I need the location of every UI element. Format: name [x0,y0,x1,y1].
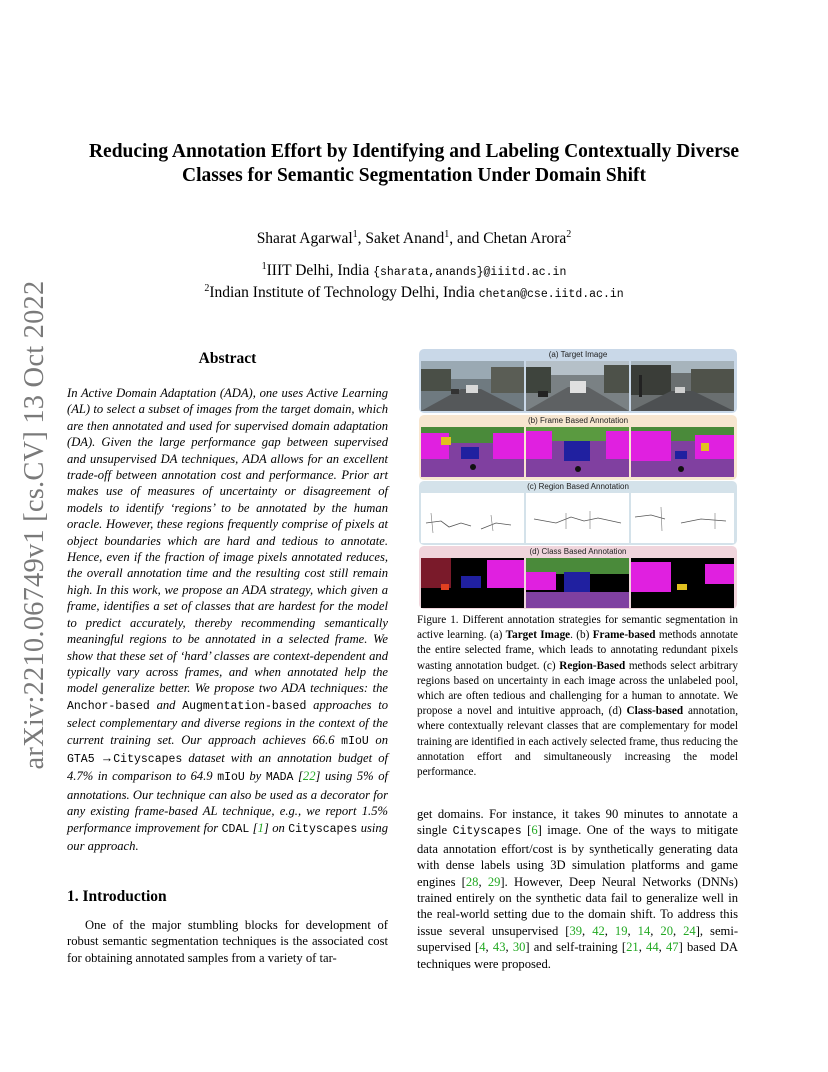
abstract-term: GTA5 [67,752,95,766]
panel-label: (b) Frame Based Annotation [527,416,629,425]
title-line-2: Classes for Semantic Segmentation Under Domain Shift [181,165,647,186]
body-text: , [485,940,493,955]
caption-text: . (b) [570,629,593,642]
panel-label: (c) Region Based Annotation [527,482,629,491]
intro-paragraph: One of the major stumbling blocks for development of robust semantic segmentation techniques is the associated cost for obtaining annotated samples from a variety of tar- [67,918,388,965]
affiliation-name: IIIT Delhi, India [266,262,370,279]
segmentation-mask [526,427,629,477]
citation-link[interactable]: 19 [614,923,628,938]
abstract-text: ] on [263,820,289,835]
figure-panel-class-based [419,546,737,609]
panel-label: (a) Target Image [548,350,608,359]
caption-text: methods select arbitrary regions based on uncertainty in each image across the unlabeled pool, which are often tedious and challenging for a human to annotate. We propose a novel and intuitive approach, (d) [417,659,738,718]
author-list [60,230,768,248]
abstract-term: mIoU [217,771,245,785]
abstract-term: Cityscapes [113,752,183,766]
panel-label: (d) Class Based Annotation [529,547,627,556]
class-mask [631,558,734,608]
citation-link[interactable]: 14 [637,923,651,938]
region-mask [631,493,734,543]
figure-1 [419,349,737,609]
caption-text: Figure 1. Different annotation strategies for semantic segmentation in active learning. (a) [417,614,738,642]
figure-panel-target-image [419,349,737,413]
segmentation-mask [631,427,734,477]
title-line-1: Reducing Annotation Effort by Identifying and Labeling Contextually Diverse [88,141,740,162]
class-mask [421,558,524,608]
abstract-term: CDAL [221,822,250,836]
abstract-heading: Abstract [198,350,257,367]
body-text: , [658,940,666,955]
caption-term: Class-based [626,705,684,718]
body-text: , [505,940,513,955]
section-heading-introduction: 1. Introduction [67,888,167,905]
citation-link[interactable]: 22 [302,769,316,784]
abstract-text: approaches to select complementary and diverse regions in the context of the current training set. Our approach achieves 66.6 [67,697,389,747]
caption-text: methods annotate the entire selected frame, which leads to annotating redundant pixels wasting annotation budget. (c) [417,629,739,672]
figure-panel-frame-based [419,415,737,480]
body-text: ] image. One of the ways to mitigate data annotation effort/cost is by synthetically generating data with dense labels using 3D simulation platforms and game engines [ [417,823,739,889]
citation-link[interactable]: 39 [569,923,583,938]
region-mask [421,493,524,543]
body-text: ]. However, Deep Neural Networks (DNNs) trained entirely on the synthetic data fail to generalize well in the real-world setting due to the domain shift. To address this issue several unsupervised [ [417,874,738,938]
citation-link[interactable]: 20 [660,923,673,938]
abstract-text: → [94,750,114,765]
citation-link[interactable]: 42 [592,923,605,938]
street-photo [631,361,734,411]
citation-link[interactable]: 24 [683,923,696,938]
body-text: , [627,923,638,938]
class-mask [526,558,629,608]
abstract-term: MADA [265,771,294,785]
abstract-term: mIoU [341,734,369,748]
body-text: ], semi-supervised [ [417,923,739,955]
body-text: , [672,923,684,938]
affiliation-name: Indian Institute of Technology Delhi, India [209,284,475,301]
citation-link[interactable]: 30 [512,940,526,955]
abstract-text: ] using 5% of annotations. Our technique can also be used as a decorator for any existing frame-based AL technique, e.g., we report 1.5% performance improvement for [67,769,388,835]
citation-link[interactable]: 28 [465,874,479,889]
author-affil-mark: 1 [352,229,358,240]
figure-panel-region-based [419,481,737,545]
author-affil-mark: 1 [444,229,450,240]
body-term: Cityscapes [452,825,522,839]
affiliation-2 [60,284,768,302]
figure-caption [417,613,738,780]
affiliation-email[interactable]: chetan@cse.iitd.ac.in [478,288,624,301]
author-name: Saket Anand [365,230,445,247]
author-name: Chetan Arora [483,230,567,247]
affil-mark: 1 [261,261,267,272]
segmentation-mask [421,427,524,477]
street-photo [526,361,629,411]
body-text: [ [521,823,532,838]
affiliation-1 [60,262,768,280]
body-text: get domains. For instance, it takes 90 minutes to annotate a single [417,807,738,838]
body-text: , [478,874,488,889]
caption-term: Frame-based [592,629,656,642]
body-text: , [604,923,615,938]
abstract-text: In Active Domain Adaptation (ADA), one uses Active Learning (AL) to select a subset of images from the target domain, which are then annotated and used for supervised domain adaptation (DA). Given the large performance gap between supervised and unsupervised DA techniques, ADA allows for an excellent trade-off between annotation cost and performance. Prior art makes use of measures of uncertainty or disagreement of models to identify ‘regions’ to be annotated by the human oracle. However, these regions frequently comprise of pixels at object boundaries which are hard and tedious to annotate. Hence, even if the fraction of image pixels annotated reduces, the overall annotation time and the resulting cost still remain high. In this work, we propose an ADA strategy, which given a frame, identifies a set of classes that are hardest for the model to predict accurately, thereby recommending semantically meaningful regions to be annotated in a selected frame. We show that these set of ‘hard’ classes are context-dependent and typically vary across frames, and when annotated help the model generalize better. We propose two ADA techniques: the [67,386,388,696]
abstract-text: on [368,732,388,747]
street-photo [421,361,524,411]
intro-continuation [417,806,738,972]
intro-body [67,917,388,966]
citation-link[interactable]: 1 [257,820,264,835]
affiliation-email[interactable]: {sharata,anands}@iiitd.ac.in [373,266,567,279]
body-text: ] and self-training [ [525,940,627,955]
citation-link[interactable]: 44 [646,940,659,955]
abstract-text: and [149,697,183,712]
caption-term: Target Image [505,629,571,642]
body-text: , [650,923,661,938]
abstract-text: dataset with an annotation budget of 4.7% in comparison to 64.9 [67,750,388,784]
abstract-term: Cityscapes [288,822,358,836]
citation-link[interactable]: 6 [531,823,538,838]
abstract-text: [ [293,769,303,784]
author-separator: , and [449,230,484,247]
citation-link[interactable]: 21 [626,940,639,955]
body-text: , [638,940,647,955]
abstract-body [67,385,388,854]
author-affil-mark: 2 [566,229,572,240]
arxiv-stamp [19,280,50,770]
abstract-text: by [244,769,266,784]
abstract-text: [ [249,820,258,835]
caption-term: Region-Based [559,659,626,672]
body-text: ] based DA techniques were proposed. [417,940,739,971]
affil-mark: 2 [204,283,210,294]
author-name: Sharat Agarwal [256,230,353,247]
caption-text: annotation, where contextually relevant classes that are complementary for model training are identified in each actively selected frame, thus reducing the annotation effort and simultaneously increasing the model performance. [417,705,738,779]
author-separator: , [357,230,366,247]
region-mask [526,493,629,543]
citation-link[interactable]: 47 [665,940,679,955]
abstract-term: Augmentation-based [182,699,307,713]
paper-title [60,140,768,188]
abstract-text: using our approach. [67,820,388,853]
arxiv-id: arXiv:2210.06749v1 [cs.CV] 13 Oct 2022 [19,280,50,770]
citation-link[interactable]: 29 [487,874,501,889]
citation-link[interactable]: 43 [492,940,506,955]
body-text: , [582,923,593,938]
abstract-term: Anchor-based [67,699,150,713]
citation-link[interactable]: 4 [479,940,486,955]
